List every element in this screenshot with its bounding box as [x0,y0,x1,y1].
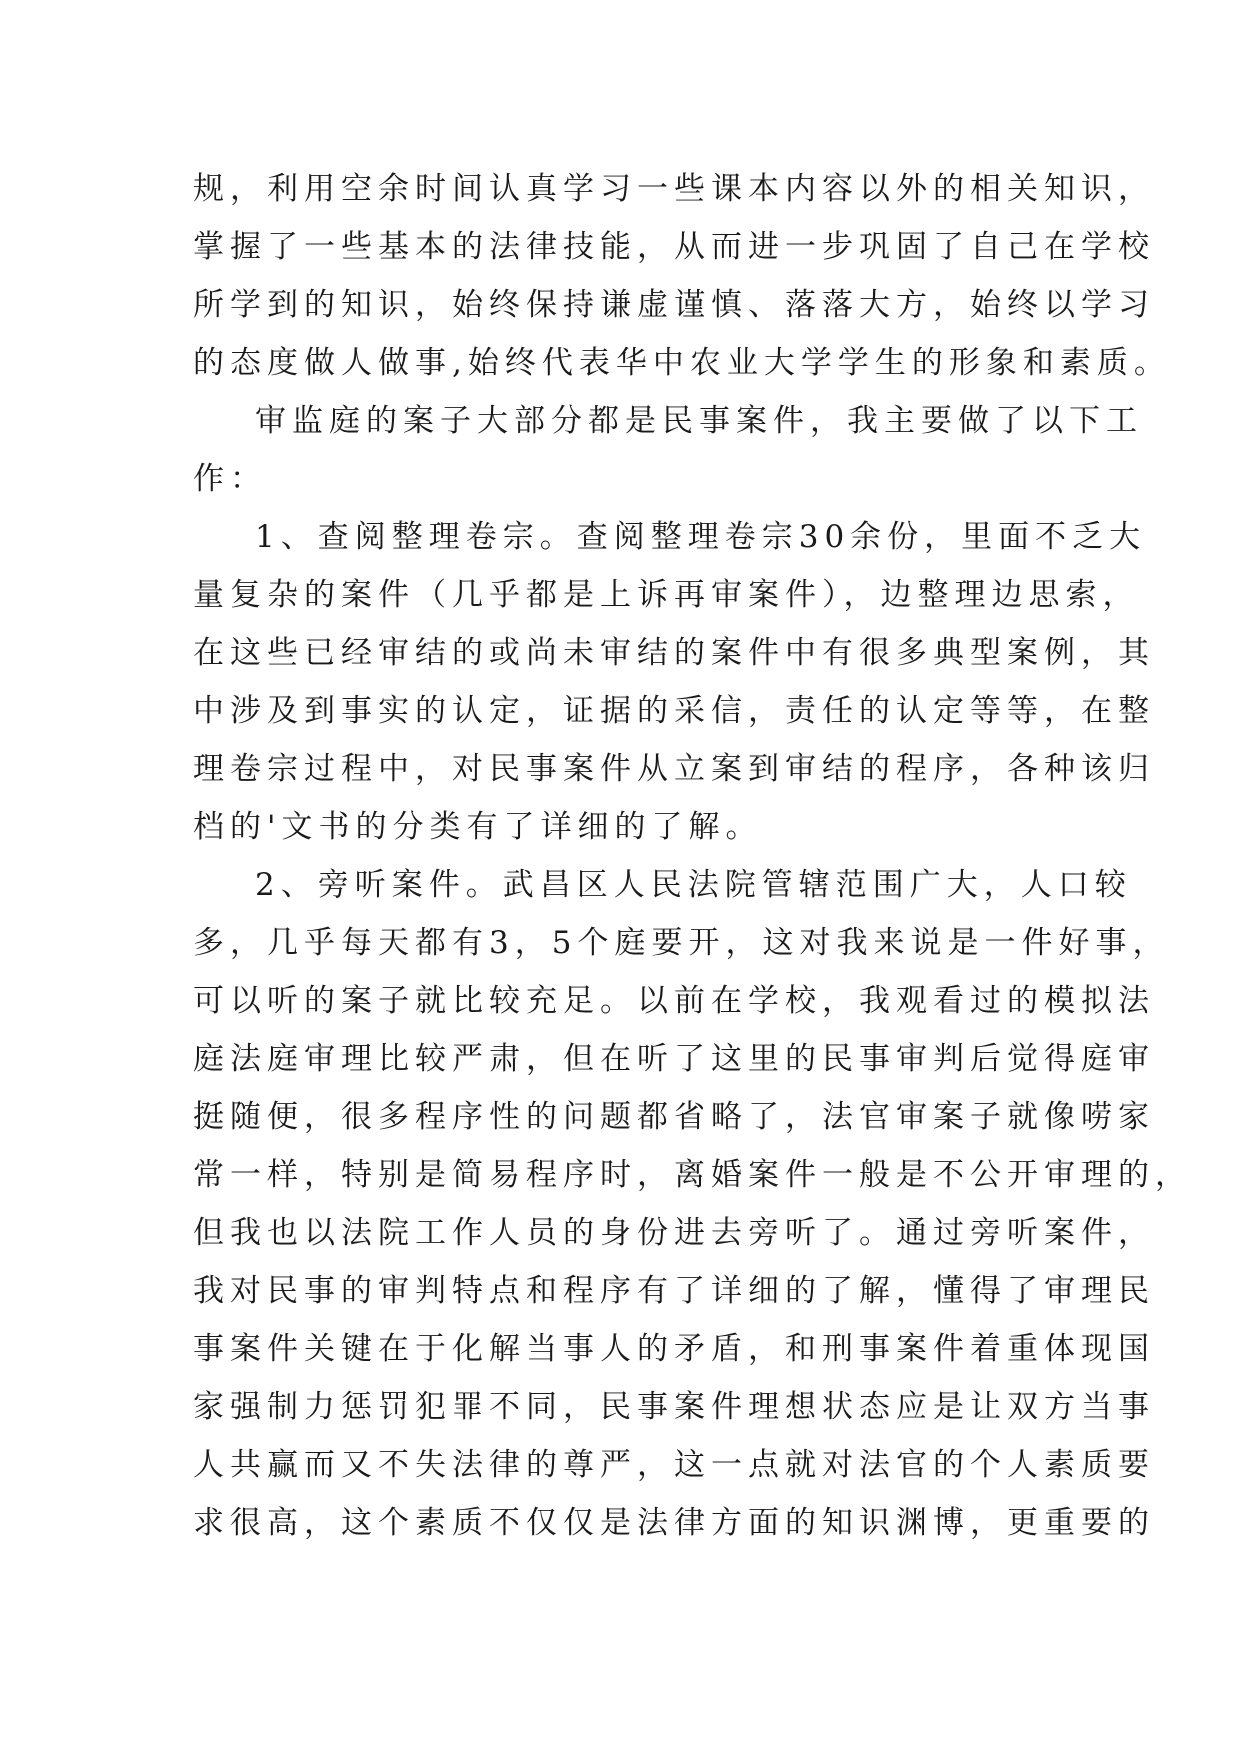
text-line: 事案件关键在于化解当事人的矛盾，和刑事案件着重体现国 [193,1331,1155,1367]
text-line: 作： [193,461,267,497]
text-line: 家强制力惩罚犯罪不同，民事案件理想状态应是让双方当事 [193,1389,1155,1425]
text-line: 规，利用空余时间认真学习一些课本内容以外的相关知识， [193,171,1155,207]
paragraph-start-line: 2、旁听案件。武昌区人民法院管辖范围广大，人口较 [255,867,1132,903]
text-line: 档的'文书的分类有了详细的了解。 [193,809,763,845]
text-line: 常一样，特别是简易程序时，离婚案件一般是不公开审理的， [193,1157,1192,1193]
text-line: 人共赢而又不失法律的尊严，这一点就对法官的个人素质要 [193,1447,1155,1483]
paragraph-start-line: 1、查阅整理卷宗。查阅整理卷宗30余份，里面不乏大 [255,519,1147,555]
text-line: 在这些已经审结的或尚未审结的案件中有很多典型案例，其 [193,635,1155,671]
text-line: 挺随便，很多程序性的问题都省略了，法官审案子就像唠家 [193,1099,1155,1135]
body-text [193,160,1192,1552]
text-line: 多，几乎每天都有3，5个庭要开，这对我来说是一件好事， [193,925,1170,961]
paragraph-start-line: 审监庭的案子大部分都是民事案件，我主要做了以下工 [255,403,1143,439]
text-line: 求很高，这个素质不仅仅是法律方面的知识渊博，更重要的 [193,1505,1155,1541]
text-line: 可以听的案子就比较充足。以前在学校，我观看过的模拟法 [193,983,1155,1019]
text-line: 我对民事的审判特点和程序有了详细的了解，懂得了审理民 [193,1273,1155,1309]
text-line: 掌握了一些基本的法律技能，从而进一步巩固了自己在学校 [193,229,1155,265]
text-line: 理卷宗过程中，对民事案件从立案到审结的程序，各种该归 [193,751,1155,787]
text-line: 的态度做人做事,始终代表华中农业大学学生的形象和素质。 [193,345,1171,381]
text-line: 但我也以法院工作人员的身份进去旁听了。通过旁听案件， [193,1215,1155,1251]
text-line: 中涉及到事实的认定，证据的采信，责任的认定等等，在整 [193,693,1155,729]
text-line: 庭法庭审理比较严肃，但在听了这里的民事审判后觉得庭审 [193,1041,1155,1077]
text-line: 所学到的知识，始终保持谦虚谨慎、落落大方，始终以学习 [193,287,1155,323]
text-line: 量复杂的案件（几乎都是上诉再审案件），边整理边思索， [193,577,1140,613]
